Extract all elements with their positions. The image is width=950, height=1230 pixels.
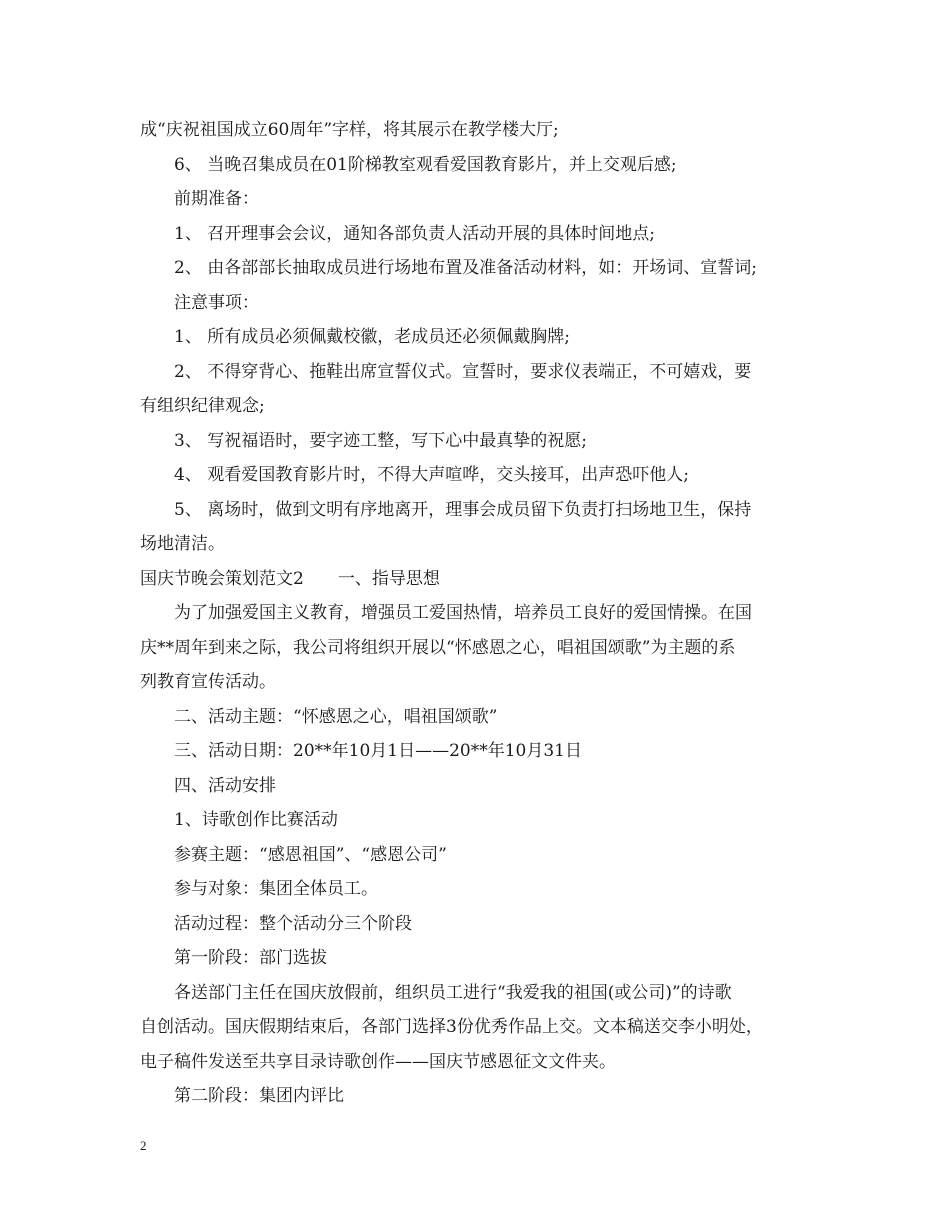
text-line: 3、 写祝福语时，要字迹工整，写下心中最真挚的祝愿; [174,430,587,451]
text-line: 1、 所有成员必须佩戴校徽，老成员还必须佩戴胸牌; [174,327,570,347]
text-line: 6、 当晚召集成员在01阶梯教室观看爱国教育影片，并上交观后感; [174,154,677,175]
text-line: 为了加强爱国主义教育，增强员工爱国热情，培养员工良好的爱国情操。在国 [174,603,752,623]
text-line: 1、 召开理事会会议，通知各部负责人活动开展的具体时间地点; [174,223,655,244]
text-line: 第二阶段：集团内评比 [174,1086,344,1106]
text-line: 活动过程：整个活动分三个阶段 [174,913,412,934]
text-line: 参与对象：集团全体员工。 [174,879,378,899]
text-line: 场地清洁。 [140,534,225,554]
text-line: 三、活动日期：20**年10月1日——20**年10月31日 [174,741,582,761]
document-body [140,113,820,1114]
text-line: 1、诗歌创作比赛活动 [174,810,338,830]
text-line: 第一阶段：部门选拔 [174,948,327,968]
text-line: 自创活动。国庆假期结束后，各部门选择3份优秀作品上交。文本稿送交李小明处， [140,1017,763,1037]
page-number: 2 [140,1138,147,1153]
text-line: 成“庆祝祖国成立60周年”字样，将其展示在教学楼大厅; [140,120,559,140]
text-line: 电子稿件发送至共享目录诗歌创作——国庆节感恩征文文件夹。 [140,1051,616,1072]
text-line: 2、 不得穿背心、拖鞋出席宣誓仪式。宣誓时，要求仪表端正，不可嬉戏，要 [174,361,752,382]
text-line: 参赛主题：“感恩祖国”、“感恩公司” [174,844,447,865]
text-line: 4、 观看爱国教育影片时，不得大声喧哗，交头接耳，出声恐吓他人; [174,465,689,485]
text-line: 各送部门主任在国庆放假前，组织员工进行“我爱我的祖国(或公司)”的诗歌 [174,982,732,1003]
text-line: 5、 离场时，做到文明有序地离开，理事会成员留下负责打扫场地卫生，保持 [174,499,752,520]
text-line: 前期准备： [174,189,259,209]
text-line: 国庆节晚会策划范文2 一、指导思想 [140,568,440,589]
text-line: 庆**周年到来之际，我公司将组织开展以“怀感恩之心，唱祖国颂歌”为主题的系 [140,637,736,658]
text-line: 列教育宣传活动。 [140,672,276,692]
text-line: 四、活动安排 [174,775,276,796]
text-line: 二、活动主题：“怀感恩之心，唱祖国颂歌” [174,706,498,727]
text-line: 注意事项： [174,292,259,313]
text-line: 2、 由各部部长抽取成员进行场地布置及准备活动材料，如：开场词、宣誓词; [174,258,757,278]
text-line: 有组织纪律观念; [140,396,265,416]
